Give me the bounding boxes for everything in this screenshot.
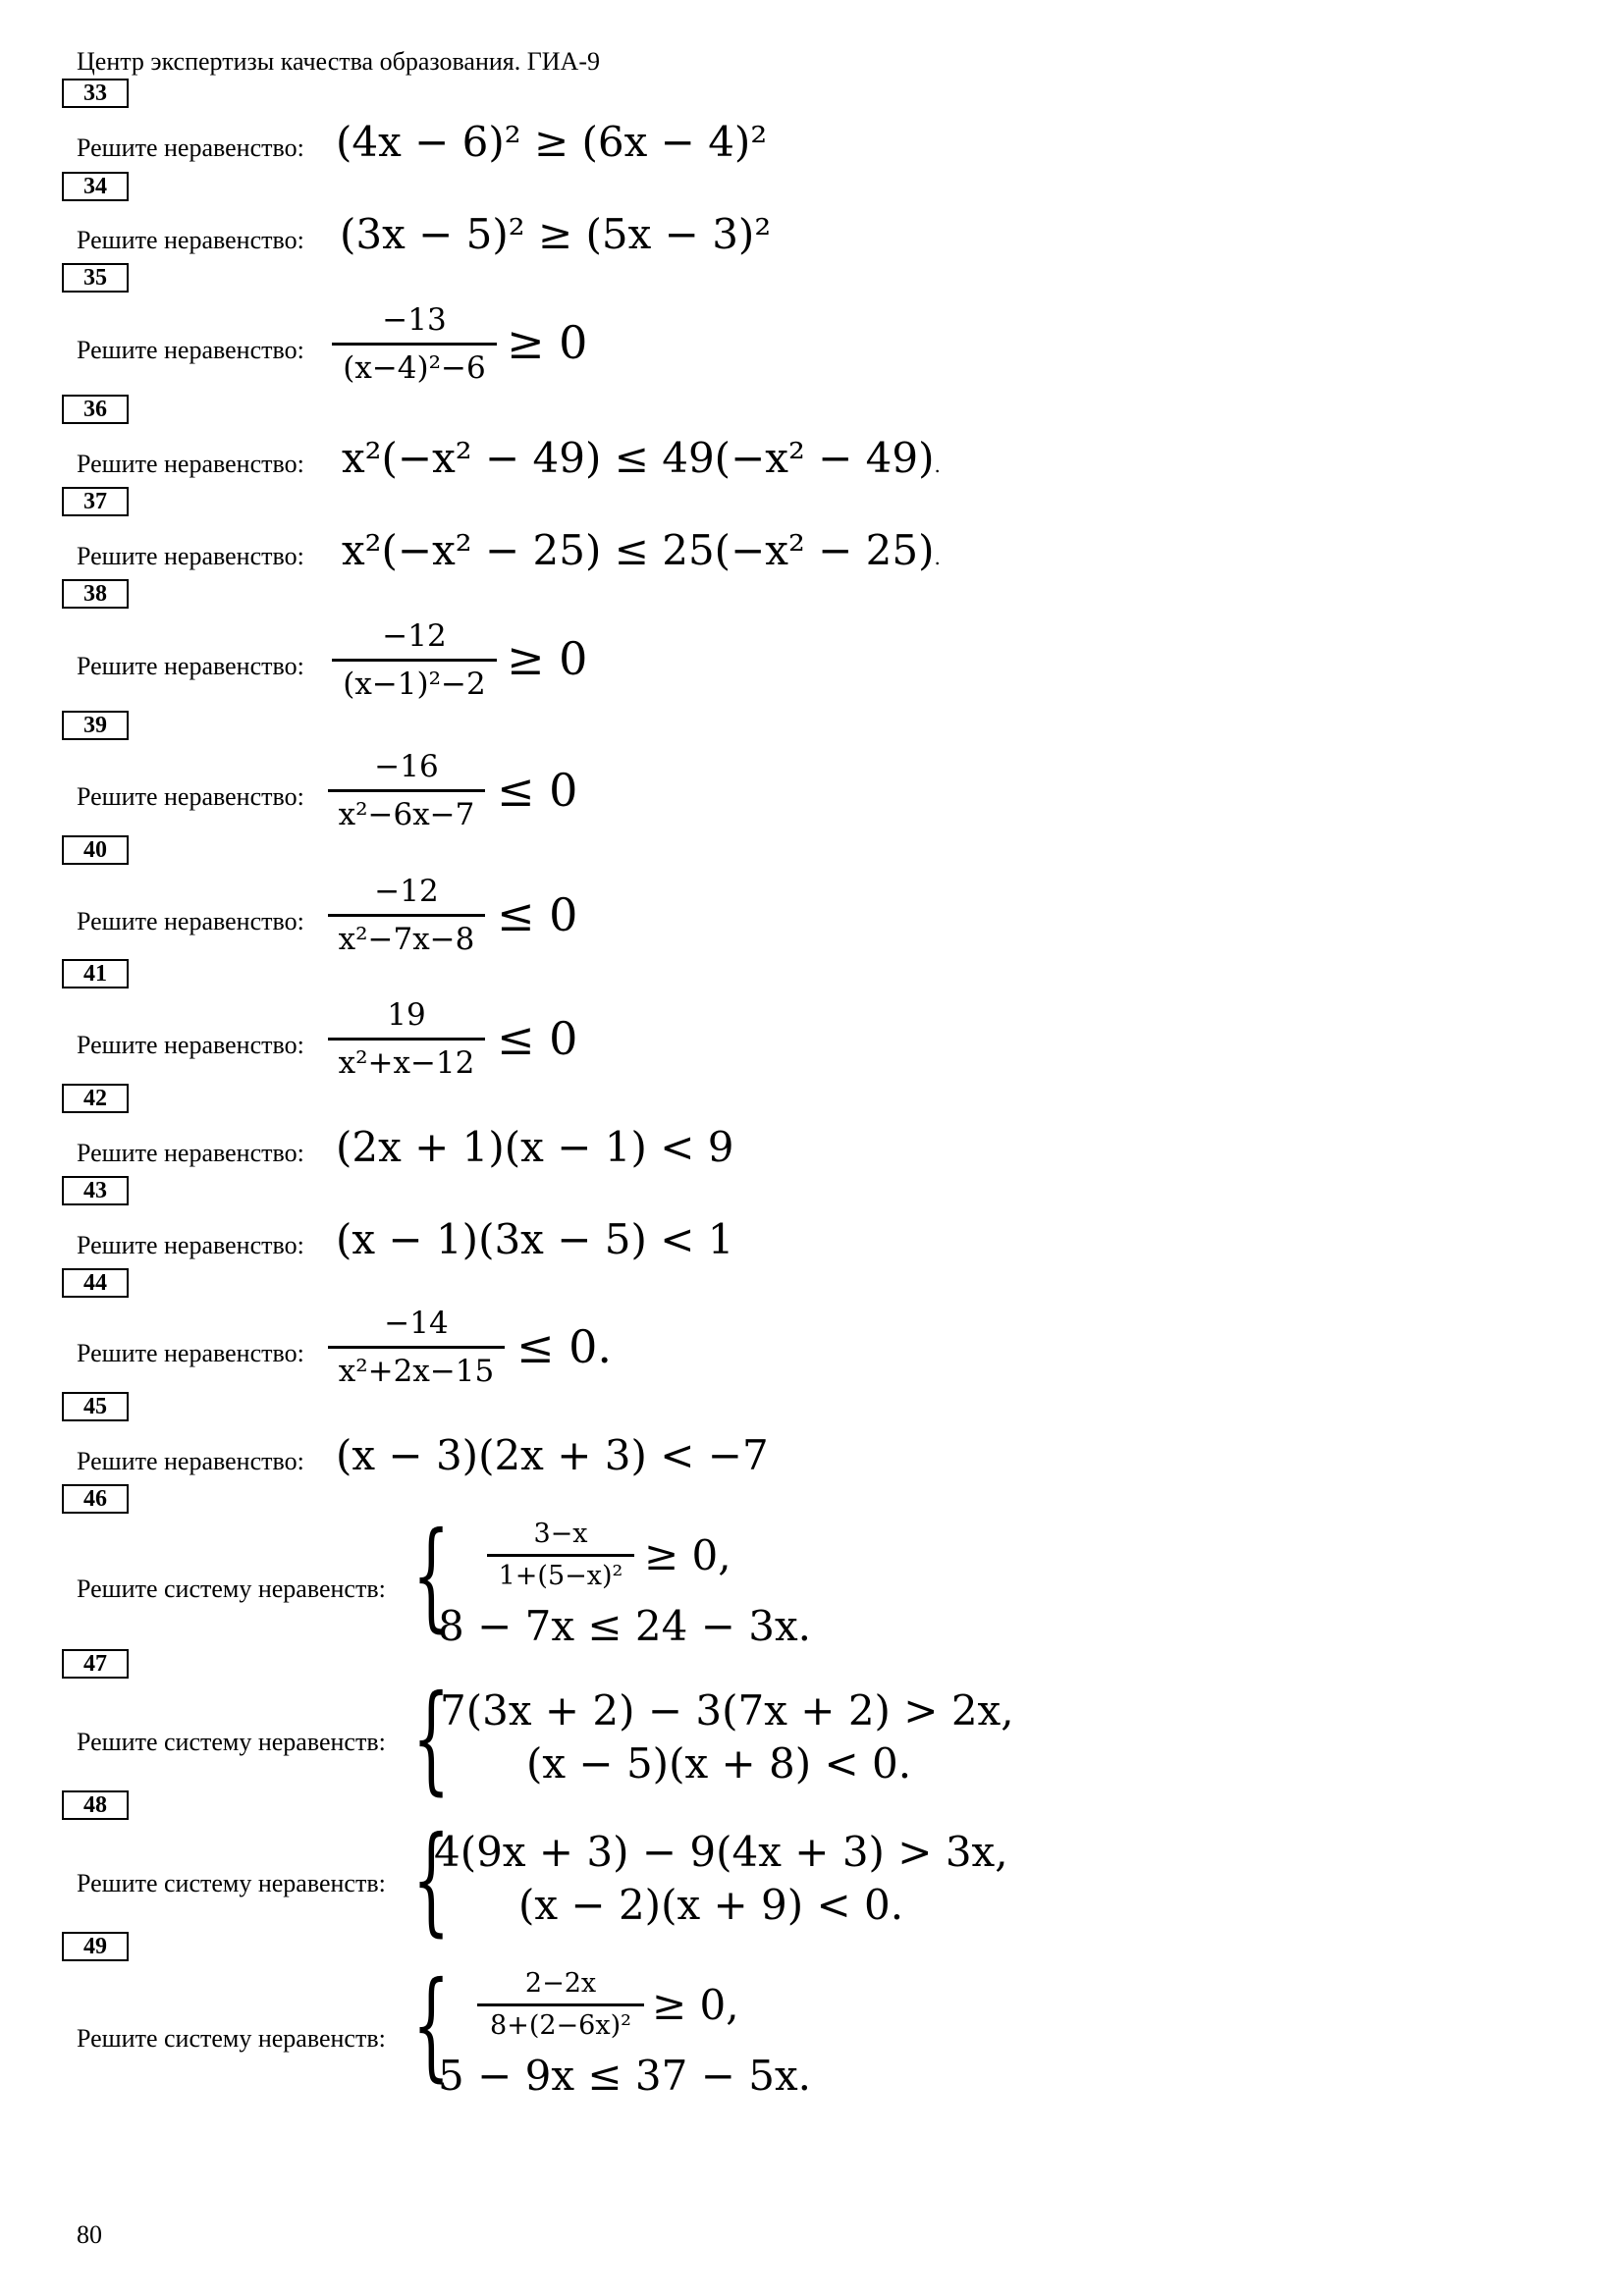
denominator: x²−6x−7 [338, 797, 475, 832]
fraction [477, 1967, 644, 2043]
problem-number: 44 [62, 1268, 129, 1298]
numerator: −12 [374, 874, 439, 909]
denominator: (x−1)²−2 [343, 667, 486, 702]
numerator: −12 [382, 618, 447, 654]
problem-number: 49 [62, 1932, 129, 1961]
fraction-bar [328, 789, 485, 792]
problem-label: Решите систему неравенств: [77, 1575, 386, 1603]
problem-number: 39 [62, 711, 129, 740]
relation: ≤ 0 [497, 764, 578, 817]
fraction-bar [332, 659, 497, 662]
denominator: x²+x−12 [338, 1045, 475, 1081]
problem-number: 37 [62, 487, 129, 516]
problem-label: Решите неравенство: [77, 1339, 304, 1367]
fraction-bar [487, 1554, 634, 1557]
denominator: x²−7x−8 [338, 922, 475, 957]
relation: ≤ 0 [497, 888, 578, 941]
problem-number: 38 [62, 579, 129, 609]
fraction [332, 616, 497, 704]
relation: ≤ 0. [516, 1320, 613, 1373]
inequality: (3x − 5)² ≥ (5x − 3)² [340, 210, 772, 258]
inequality: (x − 1)(3x − 5) < 1 [336, 1215, 734, 1263]
trailing-dot: . [934, 546, 941, 569]
fraction-bar [328, 1346, 505, 1349]
denominator: 1+(5−x)² [498, 1561, 623, 1591]
problem-label: Решите неравенство: [77, 226, 304, 254]
fraction [328, 747, 485, 834]
system-line-1: ≥ 0, [652, 1981, 739, 2029]
problem-label: Решите неравенство: [77, 782, 304, 811]
denominator: (x−4)²−6 [343, 350, 486, 386]
problem-label: Решите систему неравенств: [77, 1728, 386, 1756]
problem-number: 46 [62, 1484, 129, 1514]
inequality-text: x²(−x² − 49) ≤ 49(−x² − 49) [342, 434, 935, 482]
trailing-dot: . [934, 454, 941, 477]
system-line-1: 7(3x + 2) − 3(7x + 2) > 2x, [440, 1686, 1014, 1735]
problem-number: 42 [62, 1084, 129, 1113]
problem-number: 40 [62, 835, 129, 865]
system-brace: { [412, 1671, 451, 1807]
problem-label: Решите неравенство: [77, 450, 304, 478]
problem-label: Решите неравенство: [77, 1231, 304, 1259]
system-brace: { [412, 1812, 451, 1949]
problem-label: Решите неравенство: [77, 1139, 304, 1167]
inequality [342, 526, 941, 574]
system-line-2: (x − 2)(x + 9) < 0. [518, 1881, 904, 1929]
problem-number: 41 [62, 959, 129, 988]
denominator: 8+(2−6x)² [490, 2010, 631, 2041]
problem-number: 34 [62, 172, 129, 201]
system-brace: { [412, 1508, 451, 1644]
relation: ≥ 0 [507, 316, 588, 369]
numerator: −16 [374, 749, 439, 784]
problem-label: Решите систему неравенств: [77, 2024, 386, 2053]
numerator: 19 [387, 997, 426, 1033]
problem-number: 35 [62, 263, 129, 293]
fraction-bar [477, 2003, 644, 2006]
problem-label: Решите неравенство: [77, 1447, 304, 1475]
system-line-1: ≥ 0, [644, 1531, 731, 1579]
numerator: 3−x [533, 1519, 588, 1549]
inequality-text: x²(−x² − 25) ≤ 25(−x² − 25) [342, 526, 935, 574]
problem-label: Решите неравенство: [77, 336, 304, 364]
problem-label: Решите неравенство: [77, 1031, 304, 1059]
system-line-2: 5 − 9x ≤ 37 − 5x. [438, 2052, 812, 2100]
numerator: −13 [382, 302, 447, 338]
fraction [487, 1518, 634, 1593]
fraction [328, 995, 485, 1083]
problem-number: 47 [62, 1649, 129, 1679]
problem-number: 33 [62, 79, 129, 108]
fraction [328, 1304, 505, 1391]
inequality: (2x + 1)(x − 1) < 9 [336, 1123, 734, 1171]
fraction-bar [328, 1038, 485, 1041]
fraction [328, 872, 485, 959]
problem-number: 48 [62, 1790, 129, 1820]
fraction [332, 300, 497, 388]
fraction-bar [332, 343, 497, 346]
relation: ≤ 0 [497, 1012, 578, 1065]
problem-label: Решите неравенство: [77, 133, 304, 162]
problem-label: Решите неравенство: [77, 542, 304, 570]
page-header: Центр экспертизы качества образования. ГИА-9 [77, 47, 600, 76]
inequality [342, 434, 941, 482]
problem-label: Решите систему неравенств: [77, 1869, 386, 1897]
problem-number: 36 [62, 395, 129, 424]
page-number: 80 [77, 2220, 102, 2249]
inequality: (4x − 6)² ≥ (6x − 4)² [336, 118, 768, 166]
system-line-2: 8 − 7x ≤ 24 − 3x. [438, 1602, 812, 1650]
system-brace: { [412, 1957, 451, 2094]
inequality: (x − 3)(2x + 3) < −7 [336, 1431, 769, 1479]
numerator: −14 [384, 1306, 449, 1341]
denominator: x²+2x−15 [338, 1354, 495, 1389]
problem-label: Решите неравенство: [77, 907, 304, 935]
system-line-2: (x − 5)(x + 8) < 0. [526, 1739, 912, 1788]
problem-number: 43 [62, 1176, 129, 1205]
system-line-1: 4(9x + 3) − 9(4x + 3) > 3x, [434, 1828, 1008, 1876]
problem-label: Решите неравенство: [77, 652, 304, 680]
problem-number: 45 [62, 1392, 129, 1421]
fraction-bar [328, 914, 485, 917]
relation: ≥ 0 [507, 632, 588, 685]
numerator: 2−2x [524, 1968, 597, 1999]
